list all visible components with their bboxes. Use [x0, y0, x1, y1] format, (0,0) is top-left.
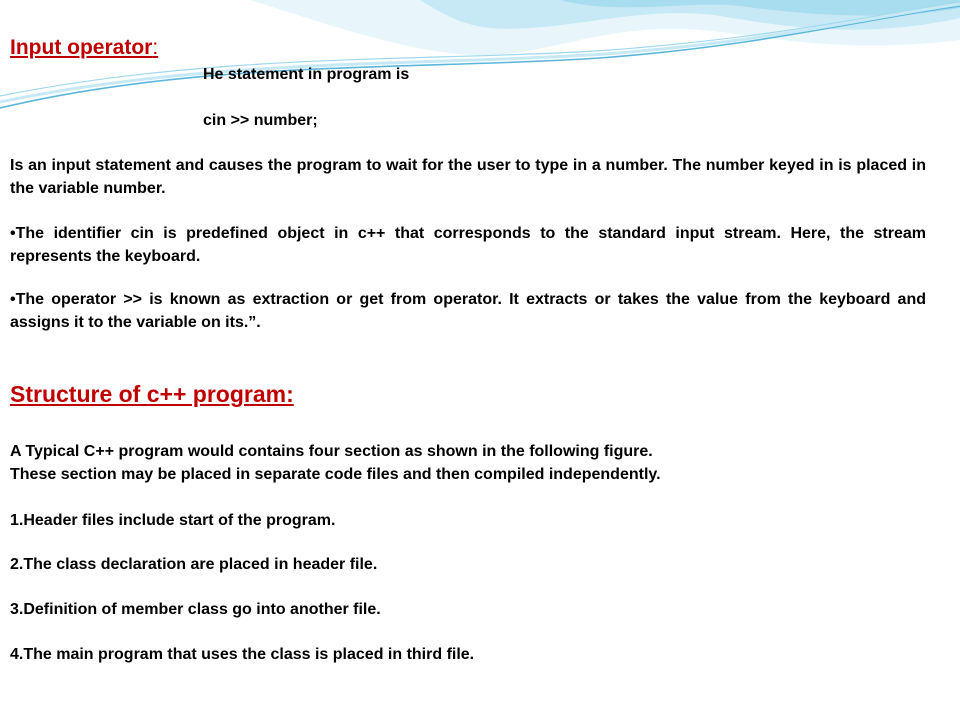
- list-item-member-definition: 3.Definition of member class go into another file.: [10, 601, 381, 618]
- statement-intro: He statement in program is: [203, 66, 410, 83]
- paragraph-extraction-operator: •The operator >> is known as extraction or get from operator. It extracts or takes the value from the keyboard and assigns it to the variable on its.”.: [10, 291, 926, 331]
- paragraph-input-statement: Is an input statement and causes the program to wait for the user to type in a number. The number keyed in is placed in the variable number.: [10, 157, 926, 197]
- intro-line-1: A Typical C++ program would contains four section as shown in the following figure.: [10, 443, 653, 460]
- paragraph-cin-identifier: •The identifier cin is predefined object in c++ that corresponds to the standard input stream. Here, the stream represents the keyboard.: [10, 225, 926, 265]
- intro-line-2: These section may be placed in separate code files and then compiled independently.: [10, 466, 661, 483]
- heading-colon: :: [152, 36, 159, 59]
- heading-input-operator-text: Input operator: [10, 36, 153, 59]
- code-line: cin >> number;: [203, 112, 318, 129]
- heading-input-operator: [10, 36, 158, 60]
- list-item-class-declaration: 2.The class declaration are placed in header file.: [10, 556, 378, 573]
- list-item-main-program: 4.The main program that uses the class is placed in third file.: [10, 646, 475, 663]
- heading-structure-cpp: Structure of c++ program:: [10, 381, 294, 407]
- list-item-header-files: 1.Header files include start of the program.: [10, 512, 336, 529]
